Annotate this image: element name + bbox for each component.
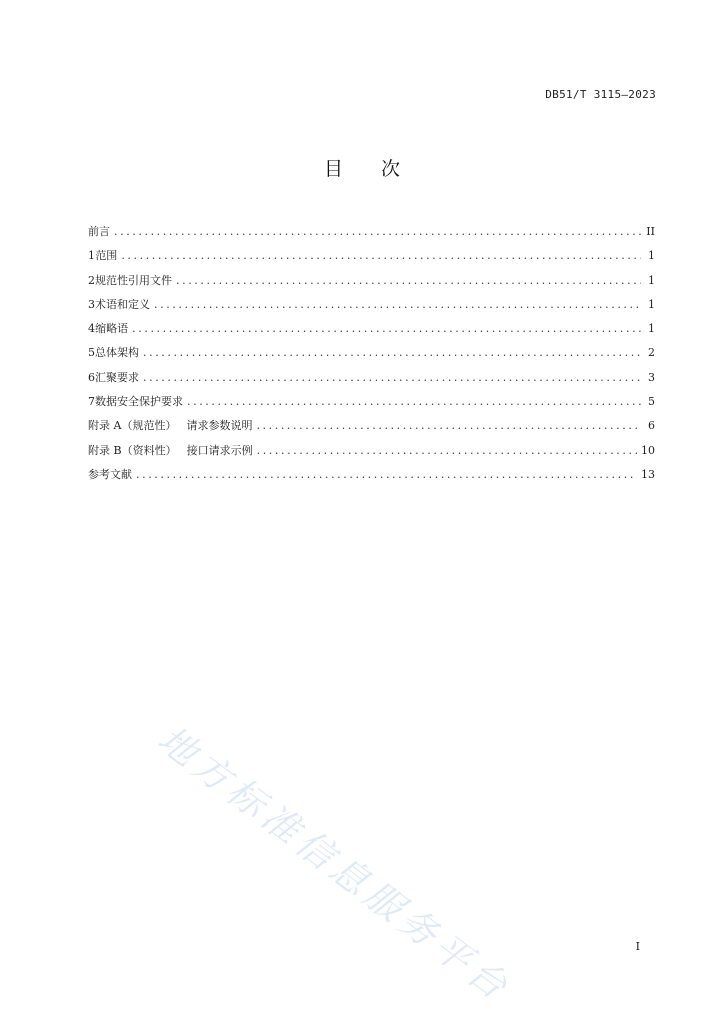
- toc-entry-appendix-a[interactable]: [88, 414, 655, 438]
- toc-leader-dots: [257, 439, 637, 463]
- title-char-2: 次: [381, 158, 401, 180]
- toc-entry-number: 2: [88, 273, 95, 287]
- toc-entry-page: 1: [648, 273, 655, 287]
- toc-entry-overall-architecture[interactable]: [88, 341, 655, 365]
- toc-entry-number: 1: [88, 249, 95, 263]
- toc-entry-label: 前言: [88, 225, 110, 238]
- toc-entry-page: 5: [648, 395, 655, 409]
- toc-leader-dots: [132, 317, 641, 341]
- toc-entry-scope[interactable]: [88, 244, 655, 268]
- toc-entry-page: 10: [641, 443, 655, 457]
- toc-entry-page: 13: [641, 467, 655, 481]
- document-code: DB51/T 3115—2023: [545, 88, 656, 101]
- toc-leader-dots: [136, 463, 637, 487]
- toc-leader-dots: [143, 341, 641, 365]
- table-of-contents: [88, 220, 655, 487]
- toc-entry-aggregation-requirements[interactable]: [88, 366, 655, 390]
- toc-leader-dots: [176, 269, 641, 293]
- toc-entry-data-security[interactable]: [88, 390, 655, 414]
- toc-entry-page: 6: [648, 419, 655, 433]
- toc-entry-normative-references[interactable]: [88, 269, 655, 293]
- toc-leader-dots: [143, 366, 641, 390]
- toc-entry-number: 3: [88, 297, 95, 311]
- toc-leader-dots: [121, 244, 641, 268]
- page-number: I: [635, 940, 640, 953]
- toc-entry-abbreviations[interactable]: [88, 317, 655, 341]
- toc-entry-label: [88, 439, 253, 463]
- toc-entry-appendix-title: 接口请求示例: [186, 443, 253, 457]
- toc-entry-label: 规范性引用文件: [95, 273, 172, 287]
- toc-entry-number: 5: [88, 346, 95, 360]
- toc-entry-appendix-tag: 附录 A（规范性）: [88, 419, 177, 433]
- toc-entry-page: II: [646, 225, 655, 238]
- toc-entry-number: 6: [88, 370, 95, 384]
- toc-entry-appendix-tag: 附录 B（资料性）: [88, 443, 177, 457]
- toc-entry-appendix-b[interactable]: [88, 439, 655, 463]
- toc-leader-dots: [154, 293, 641, 317]
- toc-leader-dots: [187, 390, 641, 414]
- toc-leader-dots: [256, 414, 641, 438]
- toc-entry-page: 1: [648, 249, 655, 263]
- toc-entry-page: 1: [648, 322, 655, 336]
- toc-entry-page: 2: [648, 346, 655, 360]
- title-char-1: 目: [323, 158, 343, 180]
- toc-entry-foreword[interactable]: [88, 220, 655, 244]
- toc-entry-label: 缩略语: [95, 322, 129, 336]
- toc-entry-page: 1: [648, 297, 655, 311]
- toc-entry-label: 范围: [95, 249, 118, 263]
- toc-entry-label: 术语和定义: [95, 297, 150, 311]
- toc-entry-page: 3: [648, 370, 655, 384]
- toc-entry-label: 汇聚要求: [95, 370, 139, 384]
- toc-leader-dots: [114, 220, 641, 244]
- toc-entry-terms-definitions[interactable]: [88, 293, 655, 317]
- toc-entry-number: 4: [88, 322, 95, 336]
- toc-entry-appendix-title: 请求参数说明: [186, 419, 253, 433]
- toc-entry-label: [88, 414, 252, 438]
- toc-entry-label: 参考文献: [88, 467, 132, 481]
- toc-entry-number: 7: [88, 395, 95, 409]
- page-title: [0, 154, 724, 181]
- toc-entry-label: 数据安全保护要求: [95, 395, 183, 409]
- watermark: 地方标准信息服务平台: [149, 717, 520, 1011]
- toc-entry-bibliography[interactable]: [88, 463, 655, 487]
- toc-entry-label: 总体架构: [95, 346, 139, 360]
